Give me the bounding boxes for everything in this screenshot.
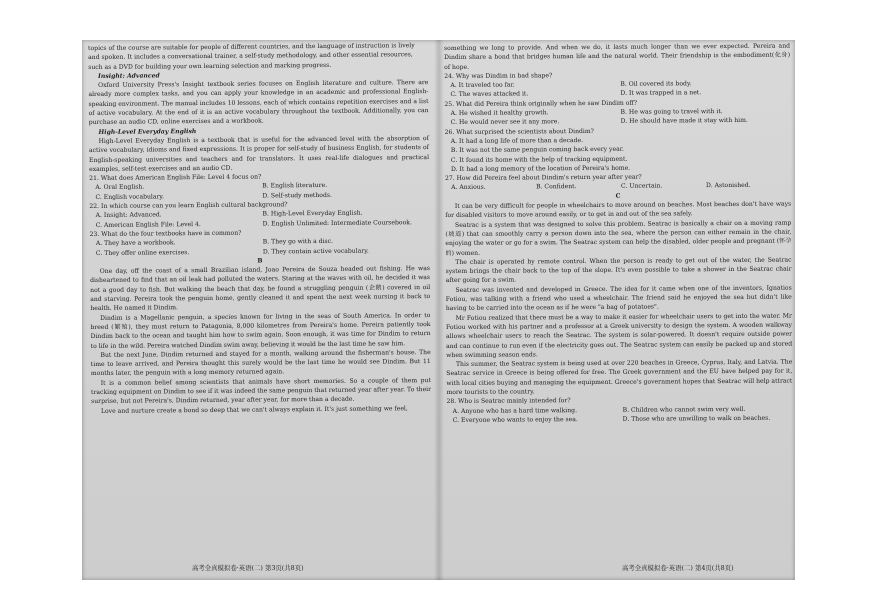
question-options: [447, 404, 793, 425]
question-stem: 26. What surprised the scientists about Dindim?: [444, 127, 594, 136]
option: A. Insight: Advanced.: [95, 211, 162, 220]
option: B. English literature.: [262, 182, 328, 190]
option: B. Confident.: [536, 183, 577, 191]
option: D. Self-study methods.: [262, 191, 332, 200]
option: D. English Unlimited: Intermediate Coursebook.: [262, 218, 412, 228]
option: B. It was not the same penguin coming back every year.: [450, 146, 624, 155]
question-options: [90, 236, 430, 258]
page-footer-right: 高考全真模拟卷·英语(二) 第4页(共8页): [622, 564, 734, 572]
left-column: [88, 41, 432, 550]
passage-b-paragraph: Love and nurture create a bond so deep that we can't always explain it. It's just something we feel,: [100, 404, 408, 415]
question-options: [89, 180, 429, 202]
option: B. They go with a disc.: [262, 238, 334, 246]
intro-line: and spoken. It includes a conversational trainer, a self-study methodology, and other essential resources,: [88, 51, 413, 62]
option: B. Children who cannot swim very well.: [622, 405, 746, 414]
question-stem: 25. What did Pereira think originally when he saw Dindim off?: [444, 99, 638, 108]
intro-line: topics of the course are suitable for people of different countries, and the language of instruction is lively: [88, 42, 415, 52]
option: C. They offer online exercises.: [95, 248, 190, 257]
passage-c-paragraph: This summer, the Seatrac system is being used at over 220 beaches in Greece, Cyprus, Italy, and Latvia. The Seatrac service in Greece is being offered for free. The Greek government and the EU have helped pay for it, with local cities buying and managing the equipment. Greece's government hopes that Seatrac will help attract more tourists to the country.: [446, 358, 795, 396]
highlevel-paragraph: High-Level Everyday English is a textbook that is useful for the advanced level with the absorption of active vocabulary, idioms and fixed expressions. It is proper for self-study of business English, for students of English-speaking universities and teachers and for translators. It uses real-life dialogues and practical examples, self-test exercises and an audio CD.: [88, 134, 431, 173]
question-stem: 21. What does American English File: Level 4 focus on?: [89, 173, 262, 183]
option: A. Anyone who has a hard time walking.: [452, 406, 578, 415]
option: B. He was going to travel with it.: [620, 108, 723, 116]
option: A. They have a workbook.: [95, 239, 176, 248]
option: A. Anxious.: [451, 184, 486, 192]
option: D. It was trapped in a net.: [620, 89, 702, 98]
question-options: [444, 107, 790, 128]
passage-c-paragraph: It can be very difficult for people in wheelchairs to move around on beaches. Most beaches don't have ways for disabled visitors to move around easily, or to get in and out of the sea safely.: [445, 200, 794, 220]
option: C. American English File: Level 4.: [95, 220, 201, 229]
option: D. He should have made it stay with him.: [620, 117, 748, 126]
passage-c-paragraph: Seatrac is a system that was designed to solve this problem. Seatrac is basically a chair on a moving ramp (坡道) that can smoothly carry a person down into the sea, where the person can either remain in the chair, enjoying the water or go for a swim. The Seatrac system can help the disabled, older people and pregnant (怀孕的) women.: [445, 219, 794, 257]
option: C. He would never see it any more.: [450, 118, 560, 127]
option: A. It had a long life of more than a decade.: [450, 137, 584, 145]
intro-line: such as a DVD for building your own learning selection and marking progress.: [88, 61, 332, 71]
section-c-label: C: [615, 192, 621, 200]
option: B. High-Level Everyday English.: [262, 209, 363, 218]
passage-c-paragraph: The chair is operated by remote control. When the person is ready to get out of the water, the Seatrac system brings the chair back to the top of the slope. It's even possible to take a shower in the Seatrac chair after going for a swim.: [445, 256, 794, 285]
passage-b-paragraph: But the next June, Dindim returned and stayed for a month, walking around the fisherman's house. The time to leave arrived, and Pereira thought this surely would be the last time he would see Dindim. But 11 months later, the penguin with a long memory returned again.: [90, 348, 433, 378]
option: C. The waves attacked it.: [450, 90, 529, 99]
option: A. Oral English.: [95, 183, 145, 192]
passage-b-continuation: something we long to provide. And when we do, it lasts much longer than we ever expected. Pereira and Dindim share a bond that bridges human life and the natural world. Their friendship is the embodiment(化身) of hope.: [444, 42, 793, 71]
page-fold: [434, 40, 444, 580]
option: D. They contain active vocabulary.: [262, 247, 369, 256]
option: C. Everyone who wants to enjoy the sea.: [452, 415, 578, 424]
passage-b-paragraph: Dindim is a Magellanic penguin, a species known for living in the seas of South America. In order to breed (繁殖), they must return to Patagonia, 8,000 kilometres from Pereira's home. Pereira patiently took Dindim back to the ocean and taught him how to swim again. Soon enough, it was time for Dindim to return to life in the wild. Pereira watched Dindim swim away, believing it would be the last time he saw him.: [90, 311, 433, 350]
passage-c-paragraph: Seatrac was invented and developed in Greece. The idea for it came when one of the inventors, Ignatios Fotiou, was talking with a friend who used a wheelchair. The friend said he enjoyed the sea but didn't like having to be carried into the ocean as if he were "a bag of potatoes".: [445, 284, 794, 313]
option: A. He wished it healthy growth.: [450, 109, 549, 118]
question-stem: 23. What do the four textbooks have in common?: [89, 229, 242, 238]
question-stem: 24. Why was Dindim in bad shape?: [444, 72, 553, 80]
passage-b-paragraph: One day, off the coast of a small Brazilian island, Joao Pereira de Souza headed out fishing. He was disheartened to find that an oil leak had polluted the waters. Staring at the waves with oil, he decided it was not a good day to fish. But walking the beach that day, he found a struggling penguin (企鹅) covered in oil and starving. Pereira took the penguin home, gently cleaned it and spent the next week nursing it back to health. He named it Dindim.: [90, 265, 433, 313]
question-stem: 27. How did Pereira feel about Dindim's return year after year?: [444, 173, 642, 183]
option: C. Uncertain.: [621, 182, 663, 191]
passage-b-paragraph: It is a common belief among scientists that animals have short memories. So a couple of them put tracking equipment on Dindim to see if it was indeed the same penguin that returned year after year. To their surprise, but not Pereira's, Dindim returned, year after year, for more than a decade.: [91, 376, 433, 406]
option: C. English vocabulary.: [95, 193, 164, 201]
insight-paragraph: Oxford University Press's Insight textbook series focuses on English literature and culture. There are already more complex tasks, and you can apply your knowledge in an academic and professional English-speaking environment. The manual includes 10 lessons, each of which contains repetition exercises and a list of active vocabulary. At the end of it is an active vocabulary throughout the textbook. Additionally, you can purchase an audio CD, online exercises and a workbook.: [88, 79, 431, 127]
page-footer-left: 高考全真模拟卷·英语(二) 第3页(共8页): [192, 564, 304, 572]
option: A. It traveled too far.: [450, 81, 515, 90]
option: D. Those who are unwilling to walk on beaches.: [622, 414, 771, 423]
question-options: [444, 79, 790, 100]
question-stem: 28. Who is Seatrac mainly intended for?: [446, 397, 571, 406]
insight-heading: Insight: Advanced: [98, 72, 160, 80]
question-stem: 22. In which course can you learn English cultural background?: [89, 201, 288, 211]
question-options: [89, 208, 429, 230]
scanned-exam-page: [82, 40, 795, 580]
right-column: [444, 42, 794, 550]
highlevel-heading: High-Level Everyday English: [98, 127, 197, 136]
option: D. It had a long memory of the location of Pereira's home.: [450, 164, 631, 173]
passage-c-paragraph: Mr Fotiou realized that there must be a way to make it easier for wheelchair users to get into the water. Mr Fotiou worked with his partner and a professor at a Greek university to design the system. A wooden walkway allows wheelchair users to reach the Seatrac. The system is solar-powered. It doesn't require outside power and can continue to run even if the electricity goes out. The Seatrac system can easily be packed up and stored when swimming season ends.: [445, 312, 795, 359]
section-b-label: B: [257, 257, 263, 265]
option: B. Oil covered its body.: [620, 80, 692, 88]
option: D. Astonished.: [705, 182, 751, 190]
option: C. It found its home with the help of tracking equipment.: [450, 155, 628, 164]
